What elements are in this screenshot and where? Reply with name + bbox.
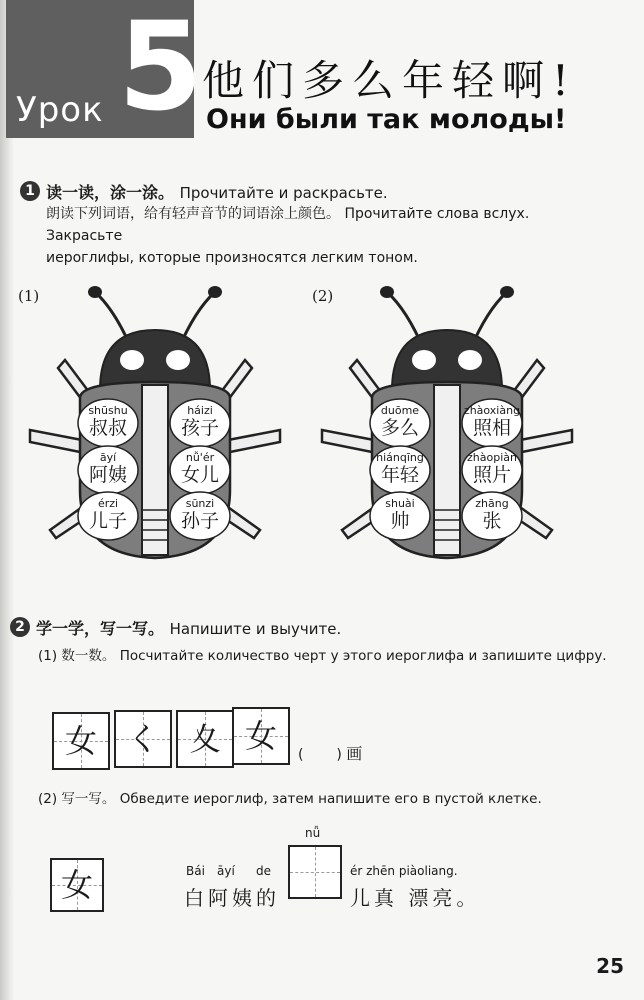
beetle-1-illustration	[20, 280, 290, 580]
blank-pinyin: nǚ	[305, 826, 321, 840]
stroke-count-answer[interactable]: ( ) 画	[298, 744, 363, 763]
sentence-pinyin-1: Bái	[186, 864, 205, 878]
task-1-instruction-zh: 朗读下列词语，给有轻声音节的词语涂上颜色。	[46, 206, 340, 222]
lesson-word: Урок	[16, 90, 104, 130]
lesson-title-chinese: 他们多么年轻啊!	[202, 56, 577, 105]
task-1-title-ru: Прочитайте и раскрасьте.	[179, 184, 388, 202]
beetle-2-word[interactable]: zhāng 张	[475, 497, 509, 532]
beetle-2-word[interactable]: zhàoxiàng 照相	[463, 404, 521, 439]
stroke-box: 女	[232, 707, 290, 765]
page-number: 25	[596, 954, 624, 978]
sentence-hanzi-2: 儿真 漂亮。	[350, 886, 481, 910]
beetle-1-label: (1)	[18, 287, 40, 305]
part-1-title-zh: 数一数。	[61, 648, 116, 664]
beetle-2-word[interactable]: zhàopiàn 照片	[467, 451, 517, 486]
stroke-box: く	[114, 710, 172, 768]
task-2-part-1-instruction	[38, 645, 628, 667]
trace-box: 女	[50, 858, 104, 912]
sentence-pinyin-3: de	[256, 864, 271, 878]
task-1-number: 1	[20, 181, 40, 201]
lesson-number: 5	[118, 0, 203, 138]
beetle-2-word[interactable]: niánqīng 年轻	[376, 451, 424, 486]
part-1-number: (1)	[38, 648, 58, 664]
stroke-box: 夊	[176, 710, 234, 768]
beetle-2-word[interactable]: shuài 帅	[385, 497, 415, 532]
beetle-1-word[interactable]: háizi 孩子	[180, 404, 219, 439]
beetle-1-word[interactable]: érzi 儿子	[88, 497, 127, 532]
beetle-1-word[interactable]: āyí 阿姨	[88, 451, 127, 486]
task-2-title-zh: 学一学，写一写。	[36, 619, 165, 638]
beetle-2-label: (2)	[312, 287, 334, 305]
beetle-2-illustration	[312, 280, 582, 580]
task-1-heading	[46, 180, 388, 203]
sentence-pinyin-4: ér zhēn piàoliang.	[350, 864, 458, 878]
beetle-1-word[interactable]: nǚ'ér 女儿	[180, 451, 219, 486]
part-2-number: (2)	[38, 791, 58, 807]
lesson-title-russian: Они были так молоды!	[206, 104, 567, 135]
beetle-1-word[interactable]: sūnzi 孙子	[180, 497, 219, 532]
sentence-pinyin-2: āyí	[217, 864, 235, 878]
task-2-number: 2	[10, 617, 30, 637]
part-2-title-ru: Обведите иероглиф, затем напишите его в пустой клетке.	[119, 791, 542, 807]
task-2-title-ru: Напишите и выучите.	[169, 620, 342, 638]
write-box[interactable]	[288, 845, 342, 899]
beetle-1-word[interactable]: shūshu 叔叔	[88, 404, 128, 439]
task-1-title-zh: 读一读，涂一涂。	[46, 183, 175, 202]
beetle-2-word[interactable]: duōme 多么	[380, 404, 420, 439]
stroke-box: 女	[52, 712, 110, 770]
part-1-title-ru: Посчитайте количество черт у этого иероглифа и запишите цифру.	[119, 648, 607, 664]
task-1-instruction-ru-1: Прочитайте слова вслух. Закрасьте	[46, 206, 530, 244]
sentence-hanzi-1: 白阿姨的	[184, 886, 280, 910]
task-2-part-2-instruction	[38, 788, 628, 810]
task-1-instruction	[46, 203, 606, 269]
part-2-title-zh: 写一写。	[61, 791, 116, 807]
task-2-heading	[36, 616, 341, 639]
task-1-instruction-ru-2: иероглифы, которые произносятся легким тоном.	[46, 250, 418, 266]
